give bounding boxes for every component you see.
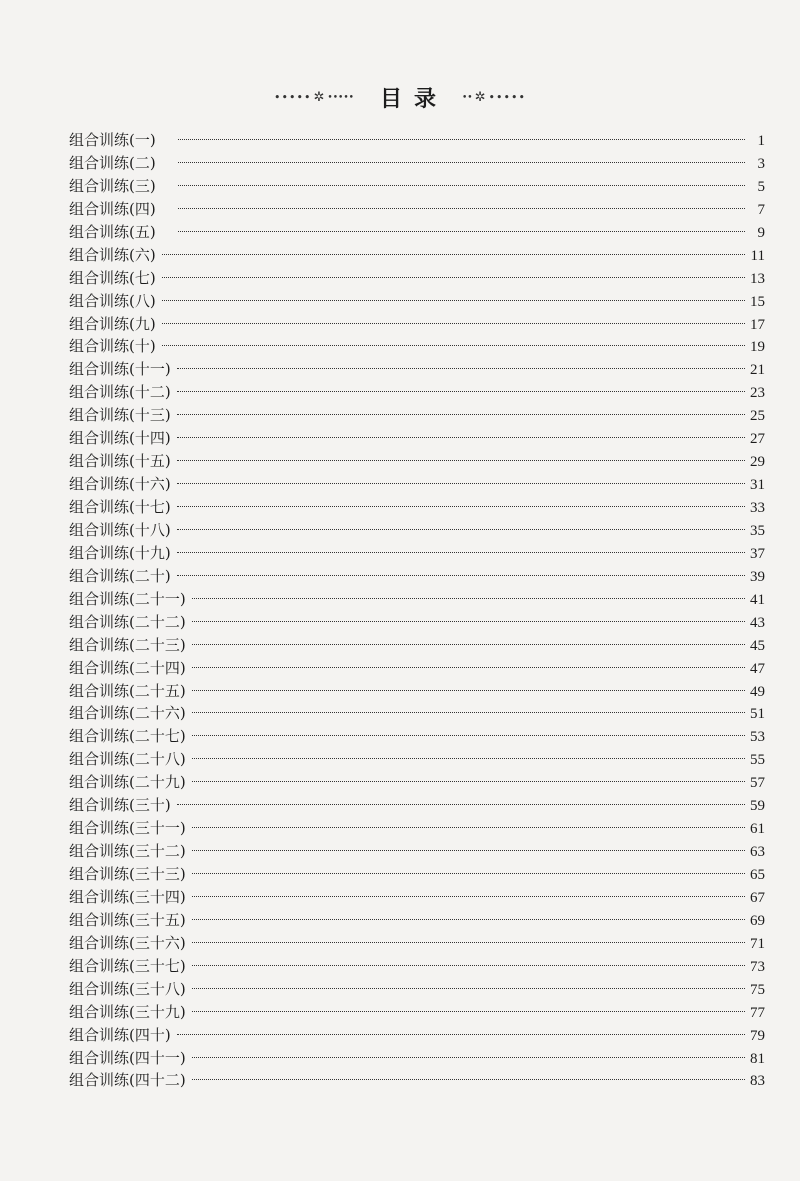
toc-entry-page-number: 41: [750, 591, 765, 608]
toc-dot-leader: [178, 139, 745, 140]
toc-dot-leader: [177, 437, 745, 438]
toc-entry[interactable]: [69, 221, 765, 244]
toc-dot-leader: [192, 827, 745, 828]
toc-entry-label: 组合训练(三十四): [69, 887, 186, 906]
toc-entry[interactable]: [69, 565, 765, 588]
toc-entry-label: 组合训练(二): [69, 153, 156, 172]
toc-entry[interactable]: [69, 198, 765, 221]
toc-entry-page-number: 65: [750, 867, 765, 883]
toc-entry-label: 组合训练(九): [69, 314, 156, 333]
toc-dot-leader: [192, 988, 745, 989]
toc-dot-leader: [162, 345, 745, 346]
toc-dot-leader: [177, 414, 745, 415]
toc-entry-label: 组合训练(十二): [69, 383, 171, 402]
toc-entry[interactable]: [69, 519, 765, 542]
toc-entry-label: 组合训练(三十八): [69, 979, 186, 998]
toc-entry-label: 组合训练(五): [69, 222, 156, 241]
toc-entry-label: 组合训练(三十九): [69, 1002, 186, 1021]
toc-entry-label: 组合训练(十四): [69, 429, 171, 448]
toc-entry-page-number: 67: [750, 889, 765, 906]
toc-entry[interactable]: [69, 588, 765, 611]
toc-entry-label: 组合训练(十五): [69, 452, 171, 471]
toc-entry[interactable]: [69, 748, 765, 771]
right-ornament-dots: •••••: [488, 91, 526, 104]
toc-entry[interactable]: [69, 404, 765, 427]
toc-entry-page-number: 7: [757, 201, 765, 218]
toc-entry[interactable]: [69, 932, 765, 955]
toc-entry-page-number: 75: [750, 981, 765, 998]
toc-entry-label: 组合训练(二十): [69, 566, 171, 585]
toc-entry-page-number: 63: [750, 844, 765, 861]
toc-dot-leader: [177, 368, 745, 369]
toc-entry[interactable]: [69, 542, 765, 565]
toc-entry-page-number: 17: [750, 316, 765, 333]
toc-dot-leader: [178, 162, 745, 163]
toc-entry-label: 组合训练(二十二): [69, 612, 186, 631]
toc-dot-leader: [162, 277, 745, 278]
toc-dot-leader: [178, 231, 745, 232]
toc-dot-leader: [178, 208, 745, 209]
toc-dot-leader: [177, 552, 745, 553]
toc-dot-leader: [192, 1079, 745, 1080]
toc-entry-label: 组合训练(八): [69, 291, 156, 310]
toc-entry-page-number: 55: [750, 752, 765, 769]
toc-entry-page-number: 5: [757, 178, 765, 195]
toc-dot-leader: [192, 873, 745, 874]
toc-entry[interactable]: [69, 955, 765, 978]
toc-dot-leader: [192, 965, 745, 966]
toc-entry-label: 组合训练(一): [69, 131, 156, 149]
toc-entry-page-number: 51: [750, 706, 765, 723]
toc-entry-label: 组合训练(三十一): [69, 819, 186, 838]
toc-entry-page-number: 53: [750, 729, 765, 746]
toc-entry-label: 组合训练(三十二): [69, 842, 186, 861]
toc-dot-leader: [177, 575, 745, 576]
toc-entry-page-number: 77: [750, 1004, 765, 1021]
toc-entry[interactable]: [69, 863, 765, 886]
table-of-contents: [69, 129, 765, 1092]
toc-entry-page-number: 15: [750, 293, 765, 310]
toc-dot-leader: [192, 735, 745, 736]
toc-entry[interactable]: [69, 473, 765, 496]
toc-entry-page-number: 73: [750, 958, 765, 975]
right-star-icon: ✲: [474, 90, 487, 105]
toc-entry[interactable]: [69, 817, 765, 840]
toc-entry[interactable]: [69, 634, 765, 657]
toc-entry-label: 组合训练(三十五): [69, 910, 186, 929]
toc-entry-page-number: 61: [750, 821, 765, 838]
toc-entry-label: 组合训练(二十九): [69, 773, 186, 792]
toc-entry[interactable]: [69, 1047, 765, 1070]
toc-entry[interactable]: [69, 657, 765, 680]
toc-dot-leader: [192, 758, 745, 759]
toc-entry-page-number: 11: [750, 247, 765, 264]
toc-entry-page-number: 3: [757, 155, 765, 172]
toc-entry-label: 组合训练(十九): [69, 543, 171, 562]
toc-entry-label: 组合训练(二十六): [69, 704, 186, 723]
toc-dot-leader: [192, 942, 745, 943]
toc-dot-leader: [177, 506, 745, 507]
toc-entry-label: 组合训练(三): [69, 176, 156, 195]
toc-entry[interactable]: [69, 702, 765, 725]
toc-entry[interactable]: [69, 335, 765, 358]
toc-entry[interactable]: [69, 1069, 765, 1092]
toc-entry-page-number: 25: [750, 408, 765, 425]
toc-entry[interactable]: [69, 313, 765, 336]
toc-entry[interactable]: [69, 358, 765, 381]
toc-entry-label: 组合训练(三十三): [69, 865, 186, 883]
toc-entry-page-number: 71: [750, 935, 765, 952]
toc-entry-page-number: 31: [750, 477, 765, 494]
toc-entry[interactable]: [69, 771, 765, 794]
toc-dot-leader: [177, 391, 745, 392]
toc-entry-label: 组合训练(二十四): [69, 658, 186, 677]
toc-dot-leader: [162, 254, 745, 255]
toc-dot-leader: [192, 712, 745, 713]
toc-dot-leader: [177, 529, 745, 530]
toc-entry-label: 组合训练(十三): [69, 406, 171, 425]
toc-entry-label: 组合训练(三十): [69, 796, 171, 815]
toc-entry[interactable]: [69, 840, 765, 863]
toc-entry[interactable]: [69, 267, 765, 290]
toc-entry-label: 组合训练(十一): [69, 360, 171, 379]
right-ornament: [462, 90, 526, 105]
toc-dot-leader: [192, 1057, 745, 1058]
toc-entry-label: 组合训练(十七): [69, 498, 171, 516]
toc-dot-leader: [192, 781, 745, 782]
toc-entry-page-number: 81: [750, 1050, 765, 1067]
toc-entry-page-number: 29: [750, 454, 765, 471]
toc-entry-page-number: 9: [757, 224, 765, 241]
toc-entry-page-number: 43: [750, 614, 765, 631]
toc-entry-page-number: 37: [750, 545, 765, 562]
toc-entry[interactable]: [69, 290, 765, 313]
toc-entry[interactable]: [69, 886, 765, 909]
toc-dot-leader: [192, 919, 745, 920]
toc-dot-leader: [162, 323, 745, 324]
left-ornament-dots: •••••: [274, 91, 312, 104]
toc-entry-label: 组合训练(二十五): [69, 681, 186, 700]
right-ornament-dots-inner: ••: [461, 92, 473, 103]
toc-entry-page-number: 39: [750, 568, 765, 585]
toc-entry[interactable]: [69, 496, 765, 519]
toc-entry[interactable]: [69, 1024, 765, 1047]
toc-entry-page-number: 45: [750, 637, 765, 654]
toc-dot-leader: [192, 1011, 745, 1012]
toc-entry[interactable]: [69, 129, 765, 152]
toc-entry-page-number: 27: [750, 431, 765, 448]
toc-entry[interactable]: [69, 244, 765, 267]
toc-entry[interactable]: [69, 794, 765, 817]
toc-entry[interactable]: [69, 152, 765, 175]
toc-dot-leader: [177, 483, 745, 484]
toc-dot-leader: [192, 896, 745, 897]
toc-entry-label: 组合训练(二十三): [69, 635, 186, 654]
toc-entry-page-number: 59: [750, 798, 765, 815]
toc-header: [0, 82, 800, 113]
toc-entry-label: 组合训练(四十一): [69, 1048, 186, 1067]
toc-entry[interactable]: [69, 427, 765, 450]
toc-entry-page-number: 57: [750, 775, 765, 792]
toc-entry-page-number: 69: [750, 912, 765, 929]
toc-entry-page-number: 19: [750, 339, 765, 356]
toc-entry[interactable]: [69, 611, 765, 634]
toc-entry[interactable]: [69, 909, 765, 932]
toc-entry-page-number: 13: [750, 270, 765, 287]
toc-entry-page-number: 35: [750, 522, 765, 539]
toc-entry-label: 组合训练(十): [69, 337, 156, 356]
toc-entry-label: 组合训练(三十七): [69, 956, 186, 975]
toc-dot-leader: [192, 667, 745, 668]
toc-entry-label: 组合训练(三十六): [69, 933, 186, 952]
left-ornament-dots-inner: •••••: [327, 92, 354, 103]
toc-entry-page-number: 23: [750, 385, 765, 402]
toc-entry-label: 组合训练(二十一): [69, 589, 186, 608]
left-ornament: [274, 90, 354, 105]
toc-entry-label: 组合训练(二十七): [69, 727, 186, 746]
toc-dot-leader: [177, 1034, 745, 1035]
toc-entry[interactable]: [69, 175, 765, 198]
page-title: 目录: [379, 87, 448, 112]
toc-entry-label: 组合训练(十六): [69, 475, 171, 494]
toc-entry-page-number: 47: [750, 660, 765, 677]
toc-entry[interactable]: [69, 1001, 765, 1024]
toc-dot-leader: [162, 300, 745, 301]
toc-entry-label: 组合训练(六): [69, 245, 156, 264]
toc-entry-page-number: 79: [750, 1027, 765, 1044]
toc-dot-leader: [192, 850, 745, 851]
toc-entry-page-number: 83: [750, 1073, 765, 1090]
toc-dot-leader: [177, 460, 745, 461]
toc-entry[interactable]: [69, 680, 765, 703]
toc-entry-label: 组合训练(十八): [69, 520, 171, 539]
toc-entry[interactable]: [69, 978, 765, 1001]
toc-dot-leader: [192, 644, 745, 645]
toc-entry[interactable]: [69, 450, 765, 473]
toc-dot-leader: [192, 598, 745, 599]
toc-entry-page-number: 1: [757, 133, 765, 149]
toc-entry-page-number: 21: [750, 362, 765, 379]
toc-entry-label: 组合训练(二十八): [69, 750, 186, 769]
toc-entry[interactable]: [69, 725, 765, 748]
toc-entry-page-number: 49: [750, 683, 765, 700]
toc-dot-leader: [192, 621, 745, 622]
toc-dot-leader: [192, 690, 745, 691]
toc-entry-page-number: 33: [750, 500, 765, 516]
toc-entry-label: 组合训练(七): [69, 268, 156, 287]
toc-entry[interactable]: [69, 381, 765, 404]
toc-dot-leader: [177, 804, 745, 805]
toc-entry-label: 组合训练(四十二): [69, 1071, 186, 1090]
left-star-icon: ✲: [313, 90, 326, 105]
toc-dot-leader: [178, 185, 745, 186]
toc-entry-label: 组合训练(四十): [69, 1025, 171, 1044]
toc-entry-label: 组合训练(四): [69, 199, 156, 218]
